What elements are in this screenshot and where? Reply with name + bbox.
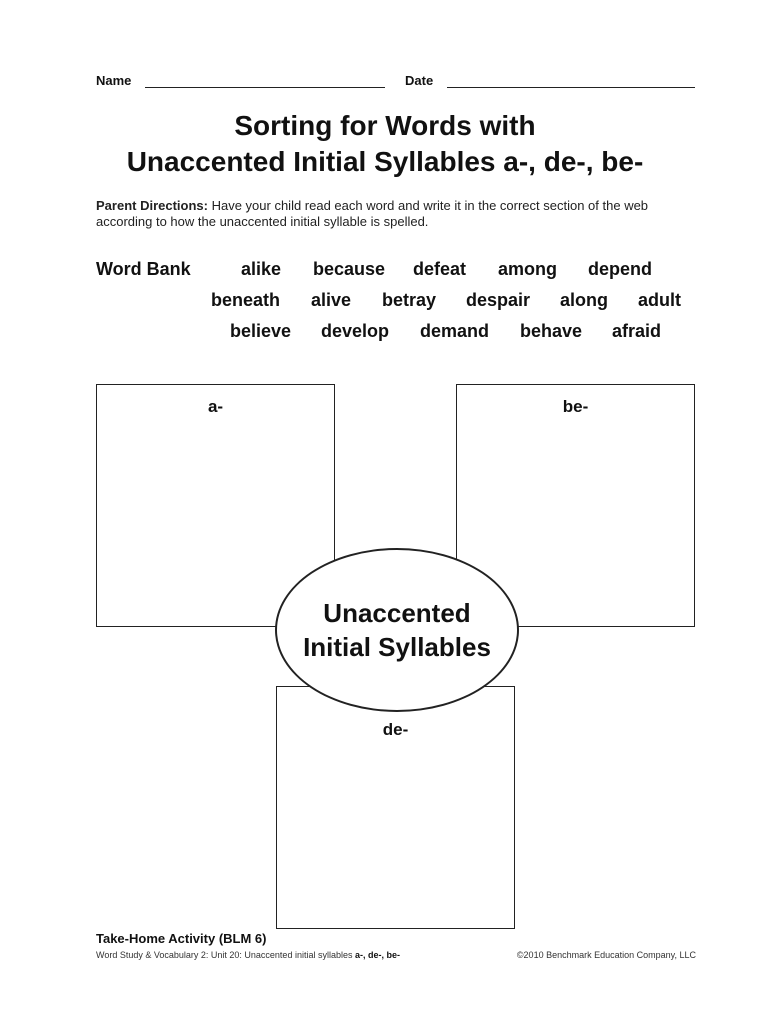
word-bank-word: along — [560, 290, 608, 310]
word-bank-label: Word Bank — [96, 259, 191, 279]
word-bank-word: adult — [638, 290, 681, 310]
parent-directions — [96, 198, 696, 230]
directions-label: Parent Directions: — [96, 198, 208, 213]
word-bank-word: depend — [588, 259, 653, 279]
name-field[interactable] — [145, 87, 385, 88]
word-bank-word: defeat — [413, 259, 467, 279]
word-bank-word: demand — [420, 321, 490, 341]
date-label: Date — [405, 73, 434, 88]
footer-course-text: Word Study & Vocabulary 2: Unit 20: Unaccented initial syllables — [96, 950, 355, 960]
name-label: Name — [96, 73, 132, 88]
word-bank-word: behave — [520, 321, 583, 341]
center-title-line1: Unaccented — [323, 598, 471, 628]
date-field[interactable] — [447, 87, 695, 88]
page-title-line2: Unaccented Initial Syllables a-, de-, be- — [126, 146, 644, 177]
word-bank-word: beneath — [211, 290, 281, 310]
footer-course-bold: a-, de-, be- — [354, 950, 400, 960]
word-bank-word: alike — [241, 259, 282, 279]
box-be-label: be- — [562, 397, 589, 416]
box-de[interactable] — [276, 686, 515, 929]
word-bank-word: develop — [321, 321, 390, 341]
page-title-line1: Sorting for Words with — [234, 110, 536, 141]
center-title-line2: Initial Syllables — [303, 632, 491, 662]
word-bank-word: because — [313, 259, 386, 279]
word-bank-word: despair — [466, 290, 531, 310]
word-bank-word: betray — [382, 290, 437, 310]
word-bank-word: among — [498, 259, 558, 279]
footer-course — [96, 950, 400, 960]
word-bank-word: afraid — [612, 321, 662, 341]
box-de-label: de- — [382, 720, 409, 739]
box-a-label: a- — [207, 397, 224, 416]
footer-activity: Take-Home Activity (BLM 6) — [96, 931, 267, 946]
center-ellipse — [275, 548, 519, 712]
footer-copyright: ©2010 Benchmark Education Company, LLC — [516, 950, 696, 960]
word-bank-word: believe — [230, 321, 292, 341]
directions-text: Have your child read each word and write it in the correct section of the web according to how the unaccented initial syllable is spelled. — [96, 198, 649, 229]
word-bank-word: alive — [311, 290, 352, 310]
